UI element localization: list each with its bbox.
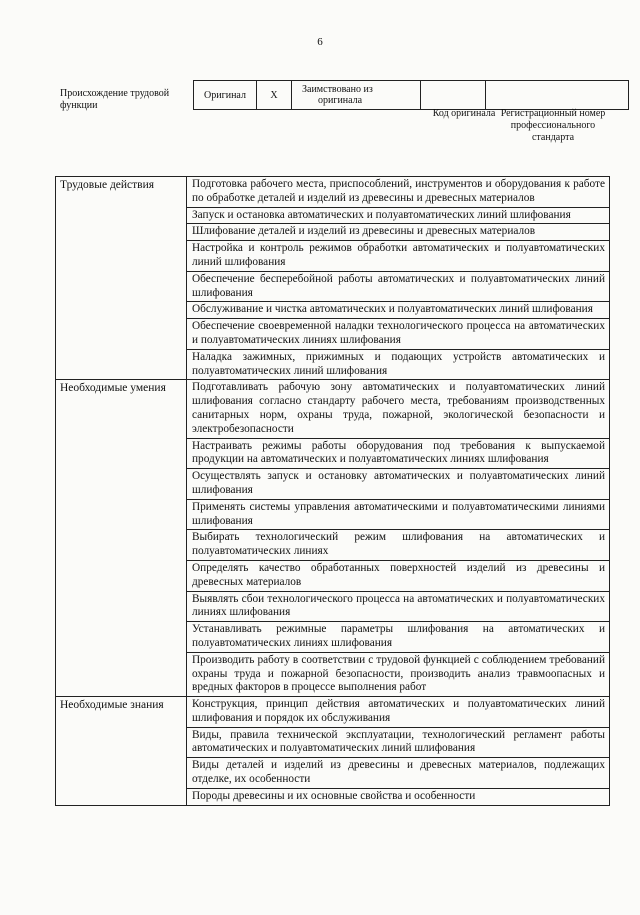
function-table [55, 176, 610, 806]
code-caption: Код оригинала [432, 108, 496, 119]
table-cell [187, 302, 610, 319]
table-cell [187, 241, 610, 272]
table-cell [187, 758, 610, 789]
borrowed-line-2: оригинала [318, 95, 363, 106]
section-title-required-skills: Необходимые умения [56, 380, 187, 697]
entry-text: Конструкция, принцип действия автоматических и полуавтоматических линий шлифования и порядок их обслуживания [192, 698, 605, 724]
entry-text: Запуск и остановка автоматических и полуавтоматических линий шлифования [192, 208, 571, 221]
entry-text: Подготовка рабочего места, приспособлений, инструментов и оборудования к работе по обработке деталей и изделий из древесины и древесных материалов [192, 178, 605, 204]
entry-text: Обслуживание и чистка автоматических и полуавтоматических линий шлифования [192, 303, 593, 316]
page-number: 6 [317, 36, 323, 48]
table-cell [187, 499, 610, 530]
table-cell [187, 207, 610, 224]
section-title-labor-actions: Трудовые действия [56, 177, 187, 380]
origin-label: Происхождение трудовой функции [60, 88, 170, 111]
entry-text: Производить работу в соответствии с трудовой функцией с соблюдением требований охраны труда и пожарной безопасности, производить анализ травмоопасных и вредных факторов в процессе выполнения работ [192, 653, 605, 694]
table-cell [187, 591, 610, 622]
table-cell [187, 469, 610, 500]
entry-text: Виды, правила технической эксплуатации, технологический регламент работы автоматических и полуавтоматических линий шлифования [192, 728, 605, 755]
entry-text: Устанавливать режимные параметры шлифования на автоматических и полуавтоматических линиях шлифования [192, 623, 605, 649]
entry-text: Обеспечение своевременной наладки технологического процесса на автоматических и полуавтоматических линиях шлифования [192, 320, 605, 346]
table-cell [187, 697, 610, 728]
entry-text: Подготавливать рабочую зону автоматических и полуавтоматических линий шлифования согласно стандарту рабочего места, требованиям производственных санитарных норм, охраны труда, пожарной, экологической безопасности и электробезопасности [192, 381, 605, 435]
table-cell [187, 349, 610, 380]
entry-text: Применять системы управления автоматическими и полуавтоматическими линиями шлифования [192, 500, 605, 527]
table-cell [187, 438, 610, 469]
origin-table [193, 80, 629, 110]
table-cell [187, 622, 610, 653]
entry-text: Осуществлять запуск и остановку автоматических и полуавтоматических линий шлифования [192, 470, 605, 496]
entry-text: Настраивать режимы работы оборудования под требования к выпускаемой продукции на автоматических и полуавтоматических линиях шлифования [192, 439, 605, 466]
entry-text: Наладка зажимных, прижимных и подающих устройств автоматических и полуавтоматических линий шлифования [192, 350, 605, 377]
original-cell: Оригинал [194, 81, 257, 110]
table-row [56, 697, 610, 728]
table-cell [187, 319, 610, 350]
borrowed-line-1: Заимствовано из [302, 84, 373, 95]
table-cell [187, 788, 610, 805]
table-cell [187, 224, 610, 241]
table-cell [187, 177, 610, 208]
entry-text: Настройка и контроль режимов обработки автоматических и полуавтоматических линий шлифования [192, 242, 605, 268]
table-row [56, 177, 610, 208]
section-title-required-knowledge: Необходимые знания [56, 697, 187, 806]
reg-number-caption: Регистрационный номер профессионального стандарта [500, 108, 606, 143]
table-cell [187, 271, 610, 302]
table-cell [187, 560, 610, 591]
entry-text: Выбирать технологический режим шлифования на автоматических и полуавтоматических линиях [192, 531, 605, 558]
entry-text: Выявлять сбои технологического процесса на автоматических и полуавтоматических линиях шлифования [192, 592, 605, 619]
table-cell [187, 380, 610, 438]
original-mark: X [257, 81, 292, 110]
table-cell [187, 727, 610, 758]
entry-text: Шлифование деталей и изделий из древесины и древесных материалов [192, 225, 536, 238]
table-cell [187, 530, 610, 561]
entry-text: Обеспечение бесперебойной работы автоматических и полуавтоматических линий шлифования [192, 272, 605, 299]
entry-text: Определять качество обработанных поверхностей изделий из древесины и древесных материалов [192, 561, 605, 588]
entry-text: Виды деталей и изделий из древесины и древесных материалов, подлежащих отделке, их особенности [192, 759, 605, 786]
table-cell [187, 652, 610, 696]
table-row [56, 380, 610, 438]
reg-number-cell [486, 81, 629, 110]
borrowed-cell [292, 81, 421, 110]
code-cell [421, 81, 486, 110]
entry-text: Породы древесины и их основные свойства и особенности [192, 789, 476, 802]
